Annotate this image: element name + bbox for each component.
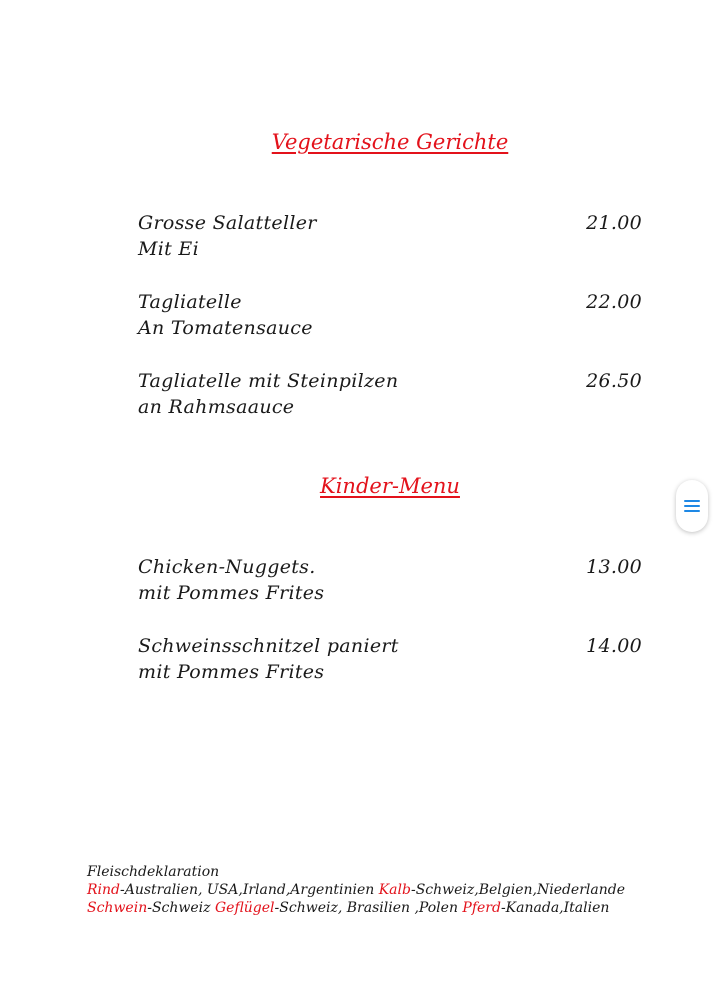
item-price: 26.50 (586, 370, 642, 392)
meat-label: Schwein (87, 900, 148, 916)
menu-item (138, 633, 642, 685)
meat-declaration-line-1 (87, 881, 687, 899)
item-price: 14.00 (586, 635, 642, 657)
meat-origin: -Schweiz (147, 900, 215, 916)
section-title-kids: Kinder-Menu (320, 474, 460, 498)
item-description: mit Pommes Frites (138, 661, 325, 683)
meat-origin: -Schweiz, Brasilien ,Polen (274, 900, 463, 916)
item-description: mit Pommes Frites (138, 582, 325, 604)
menu-item (138, 368, 642, 420)
menu-item (138, 554, 642, 606)
item-name: Chicken-Nuggets. (138, 556, 316, 578)
item-name: Grosse Salatteller (138, 212, 317, 234)
meat-label: Rind (87, 882, 120, 898)
menu-item (138, 210, 642, 262)
item-description: An Tomatensauce (138, 317, 313, 339)
section-title-vegetarian: Vegetarische Gerichte (271, 130, 509, 154)
item-name: Tagliatelle (138, 291, 242, 313)
menu-fab-button[interactable] (676, 480, 708, 532)
meat-declaration (87, 863, 687, 917)
item-description: an Rahmsaauce (138, 396, 295, 418)
meat-label: Geflügel (214, 900, 275, 916)
meat-origin: -Australien, USA,Irland,Argentinien (120, 882, 379, 898)
meat-label: Kalb (378, 882, 411, 898)
meat-origin: -Kanada,Italien (500, 900, 610, 916)
item-price: 22.00 (586, 291, 642, 313)
meat-label: Pferd (462, 900, 501, 916)
meat-declaration-line-2 (87, 899, 687, 917)
item-description: Mit Ei (138, 238, 199, 260)
item-price: 13.00 (586, 556, 642, 578)
menu-icon (684, 499, 700, 513)
item-name: Tagliatelle mit Steinpilzen (138, 370, 399, 392)
meat-declaration-heading: Fleischdeklaration (87, 864, 220, 880)
menu-item (138, 289, 642, 341)
item-name: Schweinsschnitzel paniert (138, 635, 399, 657)
item-price: 21.00 (586, 212, 642, 234)
meat-origin: -Schweiz,Belgien,Niederlande (410, 882, 626, 898)
